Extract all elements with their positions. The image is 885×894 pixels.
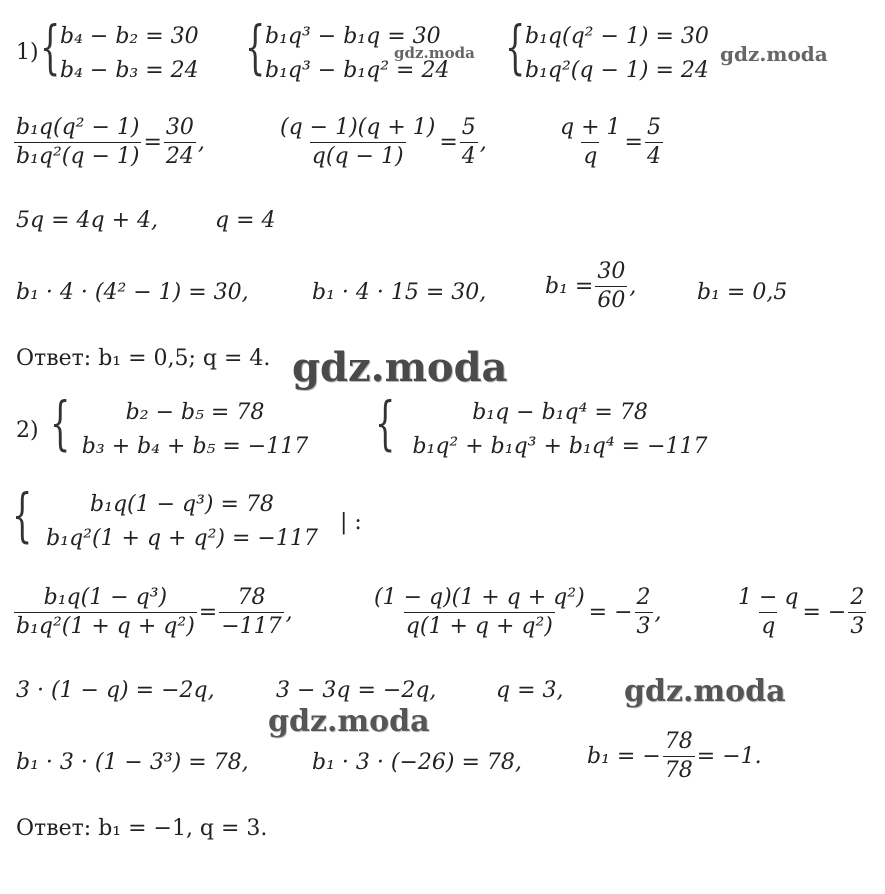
denominator: b₁q²(1 + q + q²) [16, 614, 195, 639]
equation: b₁q(q² − 1) = 30 [525, 24, 709, 49]
result: = −1. [696, 744, 762, 769]
equals-sign: = − [588, 600, 633, 625]
numerator: b₁q(q² − 1) [16, 115, 140, 140]
comma: , [285, 600, 293, 625]
equation: b₁q − b₁q⁴ = 78 [472, 400, 648, 425]
denominator: q(1 + q + q²) [405, 614, 553, 639]
watermark-logo: gdz.moda [292, 344, 508, 391]
part2-system-3 [12, 481, 332, 556]
equation: b₄ − b₃ = 24 [60, 58, 199, 83]
brace-icon: { [40, 13, 61, 81]
numerator: 30 [165, 115, 194, 140]
numerator: 30 [597, 259, 626, 284]
equation: b₁q³ − b₁q² = 24 [265, 58, 450, 83]
part2-system-2 [375, 389, 720, 464]
part1-system-1 [40, 13, 220, 88]
part1-q-result: q = 4 [215, 208, 276, 233]
part1-answer: Ответ: b₁ = 0,5; q = 4. [16, 346, 271, 371]
numerator: 2 [636, 585, 651, 610]
numerator: (1 − q)(1 + q + q²) [374, 585, 585, 610]
denominator: 3 [636, 614, 651, 639]
numerator: (q − 1)(q + 1) [280, 115, 436, 140]
part1-b1-equation-1: b₁ · 4 · (4² − 1) = 30, [16, 280, 249, 305]
denominator: q(q − 1) [311, 144, 404, 169]
denominator: q [761, 614, 776, 639]
equation: b₄ − b₂ = 30 [60, 24, 199, 49]
part1-b1-fraction [545, 258, 636, 315]
numerator: 78 [664, 729, 693, 754]
lhs: b₁ = [545, 274, 594, 299]
comma: , [197, 130, 205, 155]
equals-sign: = [198, 600, 218, 625]
equation: b₁q² + b₁q³ + b₁q⁴ = −117 [412, 434, 708, 459]
numerator: q + 1 [560, 115, 621, 140]
numerator: 2 [850, 585, 865, 610]
part2-fraction-eq-3 [734, 584, 868, 641]
part1-system-3 [505, 13, 745, 88]
comma: , [654, 600, 662, 625]
comma: , [629, 274, 637, 299]
equals-sign: = [143, 130, 162, 155]
denominator: 3 [850, 614, 865, 639]
part2-q-equation-2: 3 − 3q = −2q, [276, 678, 437, 703]
watermark-logo: gdz.moda [394, 44, 475, 62]
divide-mark: | : [340, 510, 362, 535]
numerator: 1 − q [738, 585, 799, 610]
denominator: −117 [221, 614, 282, 639]
brace-icon: { [50, 389, 71, 457]
numerator: 5 [461, 115, 476, 140]
part2-label: 2) [16, 418, 39, 443]
denominator: 4 [461, 144, 476, 169]
watermark-logo: gdz.moda [720, 42, 828, 66]
denominator: 60 [597, 288, 626, 313]
part1-b1-equation-2: b₁ · 4 · 15 = 30, [312, 280, 487, 305]
part1-fraction-eq-2 [276, 114, 487, 171]
equation: b₁q(1 − q³) = 78 [90, 492, 274, 517]
denominator: q [583, 144, 598, 169]
denominator: 24 [165, 144, 194, 169]
part1-label: 1) [16, 40, 39, 65]
equation: b₂ − b₅ = 78 [125, 400, 265, 425]
equation: b₁q²(q − 1) = 24 [525, 58, 709, 83]
part2-system-1 [50, 389, 320, 464]
numerator: b₁q(1 − q³) [43, 585, 168, 610]
equation: b₁q²(1 + q + q²) = −117 [46, 526, 318, 551]
denominator: 78 [664, 758, 693, 783]
denominator: b₁q²(q − 1) [16, 144, 140, 169]
equals-sign: = − [802, 600, 847, 625]
part2-q-result: q = 3, [496, 678, 564, 703]
part2-b1-fraction [587, 728, 762, 785]
part1-fraction-eq-1 [12, 114, 205, 171]
equation: b₁q³ − b₁q = 30 [265, 24, 441, 49]
part2-answer: Ответ: b₁ = −1, q = 3. [16, 816, 268, 841]
equals-sign: = [439, 130, 458, 155]
brace-icon: { [12, 481, 33, 549]
numerator: 5 [646, 115, 661, 140]
numerator: 78 [237, 585, 266, 610]
equation: b₃ + b₄ + b₅ = −117 [81, 434, 309, 459]
part2-q-equation-1: 3 · (1 − q) = −2q, [16, 678, 215, 703]
equals-sign: = [624, 130, 643, 155]
part2-b1-equation-1: b₁ · 3 · (1 − 3³) = 78, [16, 750, 249, 775]
part1-fraction-eq-3 [556, 114, 665, 171]
brace-icon: { [505, 13, 526, 81]
lhs: b₁ = − [587, 744, 661, 769]
part2-b1-equation-2: b₁ · 3 · (−26) = 78, [312, 750, 522, 775]
part2-fraction-eq-1 [12, 584, 293, 641]
part1-b1-result: b₁ = 0,5 [697, 280, 788, 305]
brace-icon: { [245, 13, 266, 81]
part1-q-equation: 5q = 4q + 4, [16, 208, 158, 233]
comma: , [479, 130, 487, 155]
denominator: 4 [646, 144, 661, 169]
watermark-logo: gdz.moda [268, 704, 430, 739]
brace-icon: { [375, 389, 396, 457]
part2-fraction-eq-2 [370, 584, 662, 641]
watermark-logo: gdz.moda [624, 674, 786, 709]
